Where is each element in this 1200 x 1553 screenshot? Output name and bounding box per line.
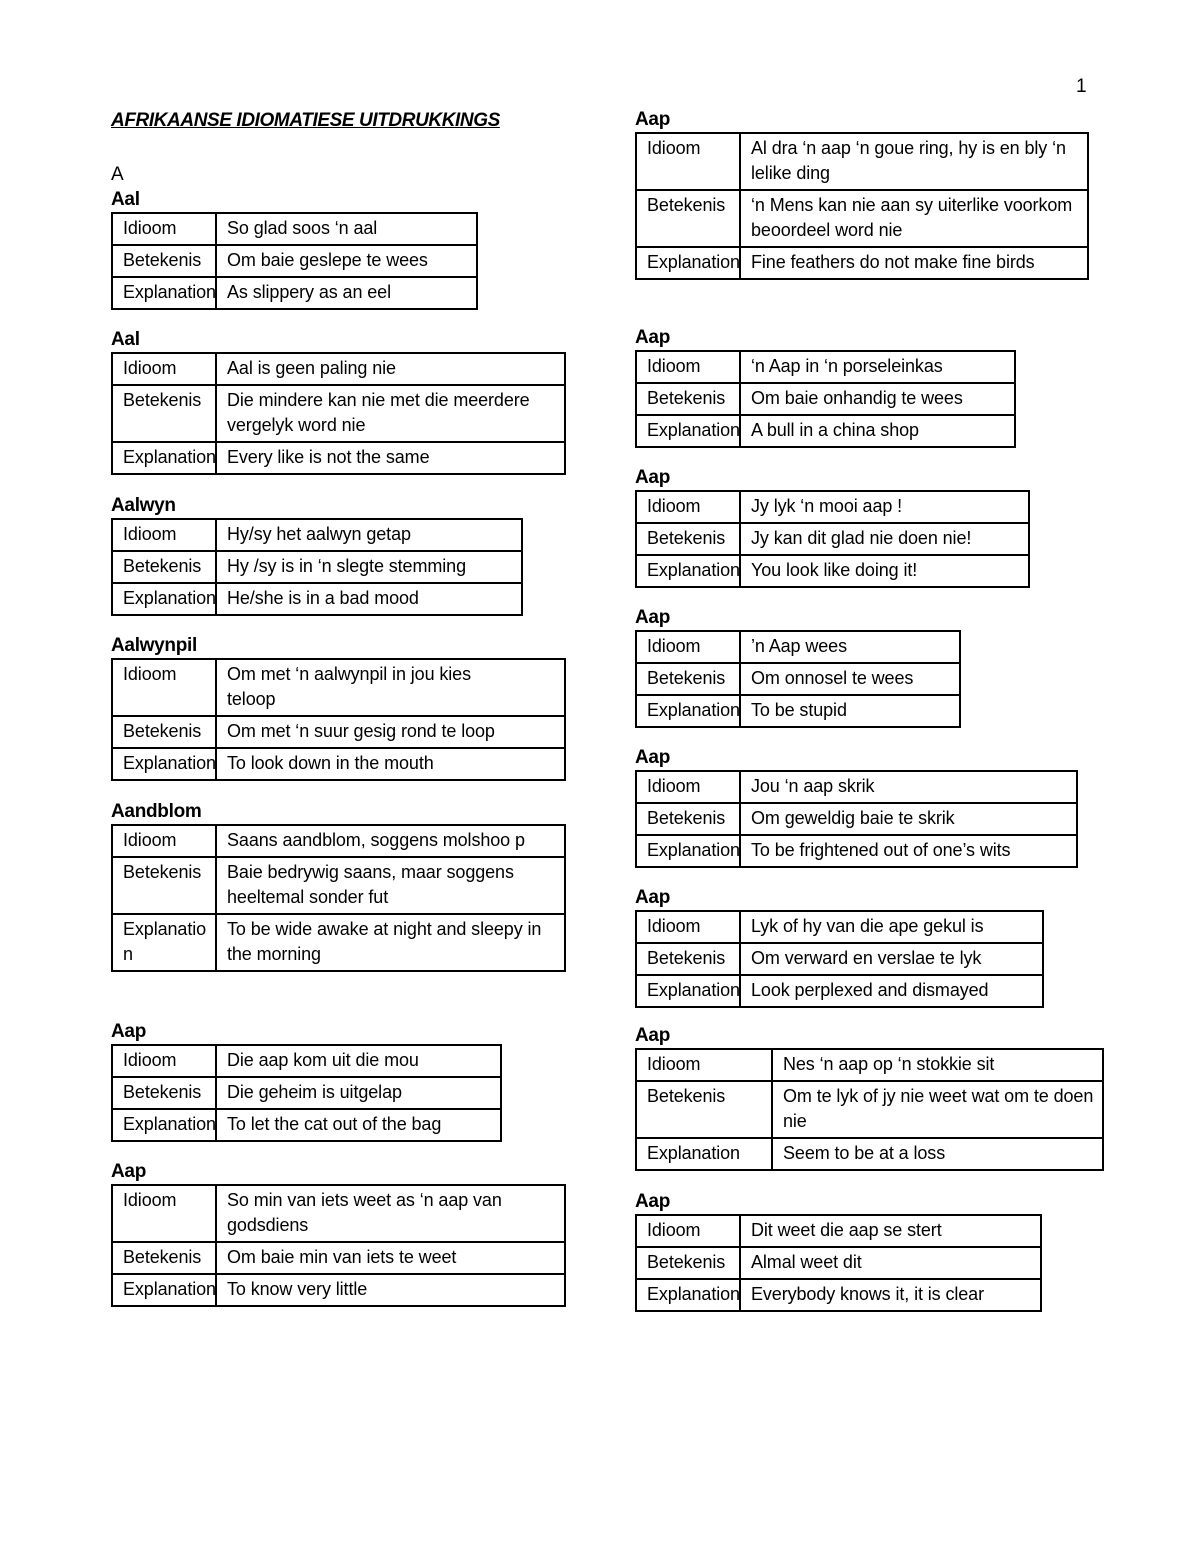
idiom-entry (111, 1160, 566, 1307)
table-row (636, 523, 1029, 555)
table-row (636, 1215, 1041, 1247)
explanation-value: To let the cat out of the bag (216, 1109, 501, 1141)
idioom-label: Idioom (636, 911, 740, 943)
idiom-entry (635, 1024, 1104, 1171)
table-row (636, 695, 960, 727)
explanation-label: Explanation (636, 975, 740, 1007)
table-row (112, 1109, 501, 1141)
table-row (112, 213, 477, 245)
idioom-label: Idioom (112, 1045, 216, 1077)
table-row (636, 1081, 1103, 1138)
explanation-label: Explanation (636, 835, 740, 867)
explanation-label: Explanation (636, 695, 740, 727)
explanation-label: Explanation (636, 247, 740, 279)
explanation-label: Explanation (636, 1138, 772, 1170)
entry-heading: Aap (635, 109, 670, 130)
entry-heading: Aap (635, 1025, 670, 1046)
betekenis-value: Jy kan dit glad nie doen nie! (740, 523, 1029, 555)
table-row (112, 1185, 565, 1242)
entry-heading: Aap (111, 1161, 146, 1182)
idiom-table (635, 1214, 1042, 1312)
idiom-table (111, 212, 478, 310)
idiom-entry (635, 108, 1089, 280)
idioom-label: Idioom (112, 825, 216, 857)
betekenis-value: Om baie geslepe te wees (216, 245, 477, 277)
idioom-label: Idioom (636, 1215, 740, 1247)
table-row (636, 383, 1015, 415)
explanation-value: Look perplexed and dismayed (740, 975, 1043, 1007)
explanation-label: Explanation (636, 555, 740, 587)
table-row (112, 748, 565, 780)
idiom-table (111, 658, 566, 781)
entry-heading: Aal (111, 189, 140, 210)
idiom-entry (635, 466, 1030, 588)
idioom-value: So glad soos ‘n aal (216, 213, 477, 245)
idioom-value: Al dra ‘n aap ‘n goue ring, hy is en bly ‘n lelike ding (740, 133, 1088, 190)
betekenis-value: Om te lyk of jy nie weet wat om te doen nie (772, 1081, 1103, 1138)
table-row (112, 442, 565, 474)
document-title: AFRIKAANSE IDIOMATIESE UITDRUKKINGS (111, 110, 500, 131)
explanation-label: Explanation (636, 1279, 740, 1311)
table-row (636, 803, 1077, 835)
table-row (636, 663, 960, 695)
idioom-value: ‘n Aap in ‘n porseleinkas (740, 351, 1015, 383)
table-row (112, 1045, 501, 1077)
explanation-label: Explanation (112, 1274, 216, 1306)
idiom-table (111, 518, 523, 616)
table-row (112, 385, 565, 442)
idioom-value: ’n Aap wees (740, 631, 960, 663)
entry-heading: Aalwynpil (111, 635, 197, 656)
betekenis-label: Betekenis (112, 1077, 216, 1109)
idiom-entry (635, 606, 961, 728)
explanation-label: Explanation (112, 277, 216, 309)
idiom-entry (111, 634, 566, 781)
idiom-table (635, 1048, 1104, 1171)
entry-heading: Aap (635, 327, 670, 348)
table-row (636, 491, 1029, 523)
betekenis-label: Betekenis (636, 523, 740, 555)
explanation-value: To be stupid (740, 695, 960, 727)
entry-heading: Aap (111, 1021, 146, 1042)
table-row (636, 1049, 1103, 1081)
table-row (112, 583, 522, 615)
idioom-value: Aal is geen paling nie (216, 353, 565, 385)
idiom-entry (111, 800, 566, 972)
explanation-value: To be frightened out of one’s wits (740, 835, 1077, 867)
idiom-entry (111, 328, 566, 475)
betekenis-value: Die geheim is uitgelap (216, 1077, 501, 1109)
table-row (112, 1242, 565, 1274)
entry-heading: Aap (635, 607, 670, 628)
table-row (636, 1279, 1041, 1311)
idioom-label: Idioom (636, 1049, 772, 1081)
betekenis-label: Betekenis (112, 716, 216, 748)
idiom-table (635, 770, 1078, 868)
idiom-table (111, 352, 566, 475)
idiom-entry (635, 1190, 1042, 1312)
idiom-table (635, 630, 961, 728)
table-row (112, 353, 565, 385)
idioom-value: Dit weet die aap se stert (740, 1215, 1041, 1247)
table-row (112, 551, 522, 583)
explanation-label: Explanation (112, 1109, 216, 1141)
explanation-value: Every like is not the same (216, 442, 565, 474)
betekenis-label: Betekenis (636, 663, 740, 695)
betekenis-label: Betekenis (636, 803, 740, 835)
betekenis-value: Om onnosel te wees (740, 663, 960, 695)
explanation-value: Everybody knows it, it is clear (740, 1279, 1041, 1311)
entry-heading: Aalwyn (111, 495, 176, 516)
idiom-table (111, 824, 566, 972)
table-row (112, 659, 565, 716)
betekenis-value: Om baie onhandig te wees (740, 383, 1015, 415)
idiom-table (635, 490, 1030, 588)
table-row (112, 1274, 565, 1306)
idioom-label: Idioom (636, 631, 740, 663)
idioom-value: So min van iets weet as ‘n aap van godsdiens (216, 1185, 565, 1242)
table-row (112, 277, 477, 309)
betekenis-label: Betekenis (112, 857, 216, 914)
idiom-entry (111, 494, 523, 616)
table-row (112, 245, 477, 277)
betekenis-label: Betekenis (636, 943, 740, 975)
betekenis-label: Betekenis (112, 1242, 216, 1274)
table-row (112, 716, 565, 748)
table-row (636, 943, 1043, 975)
betekenis-value: Baie bedrywig saans, maar soggens heeltemal sonder fut (216, 857, 565, 914)
betekenis-value: Om geweldig baie te skrik (740, 803, 1077, 835)
entry-heading: Aap (635, 467, 670, 488)
idiom-table (111, 1184, 566, 1307)
idiom-table (111, 1044, 502, 1142)
idioom-label: Idioom (112, 659, 216, 716)
betekenis-value: Om baie min van iets te weet (216, 1242, 565, 1274)
idioom-label: Idioom (636, 133, 740, 190)
table-row (636, 631, 960, 663)
explanation-label: Explanation (112, 442, 216, 474)
idioom-value: Nes ‘n aap op ‘n stokkie sit (772, 1049, 1103, 1081)
table-row (636, 133, 1088, 190)
table-row (636, 911, 1043, 943)
idioom-label: Idioom (112, 353, 216, 385)
idiom-table (635, 132, 1089, 280)
betekenis-label: Betekenis (636, 190, 740, 247)
explanation-label: Explanation (636, 415, 740, 447)
idioom-label: Idioom (636, 771, 740, 803)
betekenis-label: Betekenis (636, 1081, 772, 1138)
table-row (636, 415, 1015, 447)
idioom-value: Jou ‘n aap skrik (740, 771, 1077, 803)
section-letter: A (111, 164, 124, 185)
idiom-entry (111, 1020, 502, 1142)
explanation-value: Seem to be at a loss (772, 1138, 1103, 1170)
entry-heading: Aap (635, 747, 670, 768)
table-row (636, 555, 1029, 587)
table-row (636, 190, 1088, 247)
explanation-value: You look like doing it! (740, 555, 1029, 587)
idioom-value: Saans aandblom, soggens molshoo p (216, 825, 565, 857)
betekenis-label: Betekenis (112, 385, 216, 442)
table-row (636, 771, 1077, 803)
idiom-entry (111, 188, 478, 310)
idiom-entry (635, 746, 1078, 868)
entry-heading: Aal (111, 329, 140, 350)
idioom-label: Idioom (636, 351, 740, 383)
betekenis-label: Betekenis (112, 245, 216, 277)
table-row (112, 1077, 501, 1109)
explanation-value: Fine feathers do not make fine birds (740, 247, 1088, 279)
idioom-label: Idioom (636, 491, 740, 523)
betekenis-label: Betekenis (636, 1247, 740, 1279)
idioom-value: Om met ‘n aalwynpil in jou kies teloop (216, 659, 565, 716)
entry-heading: Aap (635, 1191, 670, 1212)
idiom-entry (635, 326, 1016, 448)
explanation-value: To look down in the mouth (216, 748, 565, 780)
idioom-value: Jy lyk ‘n mooi aap ! (740, 491, 1029, 523)
betekenis-label: Betekenis (636, 383, 740, 415)
idiom-entry (635, 886, 1044, 1008)
betekenis-label: Betekenis (112, 551, 216, 583)
explanation-value: As slippery as an eel (216, 277, 477, 309)
betekenis-value: Om met ‘n suur gesig rond te loop (216, 716, 565, 748)
entry-heading: Aandblom (111, 801, 202, 822)
table-row (636, 975, 1043, 1007)
betekenis-value: Hy /sy is in ‘n slegte stemming (216, 551, 522, 583)
explanation-value: To know very little (216, 1274, 565, 1306)
idioom-label: Idioom (112, 1185, 216, 1242)
table-row (636, 1247, 1041, 1279)
explanation-label: Explanatio n (112, 914, 216, 971)
idiom-table (635, 350, 1016, 448)
table-row (636, 835, 1077, 867)
betekenis-value: Om verward en verslae te lyk (740, 943, 1043, 975)
explanation-label: Explanation (112, 748, 216, 780)
entry-heading: Aap (635, 887, 670, 908)
explanation-value: He/she is in a bad mood (216, 583, 522, 615)
table-row (112, 519, 522, 551)
table-row (112, 857, 565, 914)
idiom-table (635, 910, 1044, 1008)
idioom-value: Hy/sy het aalwyn getap (216, 519, 522, 551)
idioom-label: Idioom (112, 213, 216, 245)
explanation-value: To be wide awake at night and sleepy in the morning (216, 914, 565, 971)
table-row (636, 247, 1088, 279)
explanation-value: A bull in a china shop (740, 415, 1015, 447)
page-number: 1 (1076, 76, 1087, 97)
betekenis-value: Almal weet dit (740, 1247, 1041, 1279)
explanation-label: Explanation (112, 583, 216, 615)
idioom-label: Idioom (112, 519, 216, 551)
idioom-value: Die aap kom uit die mou (216, 1045, 501, 1077)
table-row (112, 825, 565, 857)
table-row (636, 351, 1015, 383)
idioom-value: Lyk of hy van die ape gekul is (740, 911, 1043, 943)
betekenis-value: Die mindere kan nie met die meerdere vergelyk word nie (216, 385, 565, 442)
table-row (636, 1138, 1103, 1170)
table-row (112, 914, 565, 971)
betekenis-value: ‘n Mens kan nie aan sy uiterlike voorkom beoordeel word nie (740, 190, 1088, 247)
